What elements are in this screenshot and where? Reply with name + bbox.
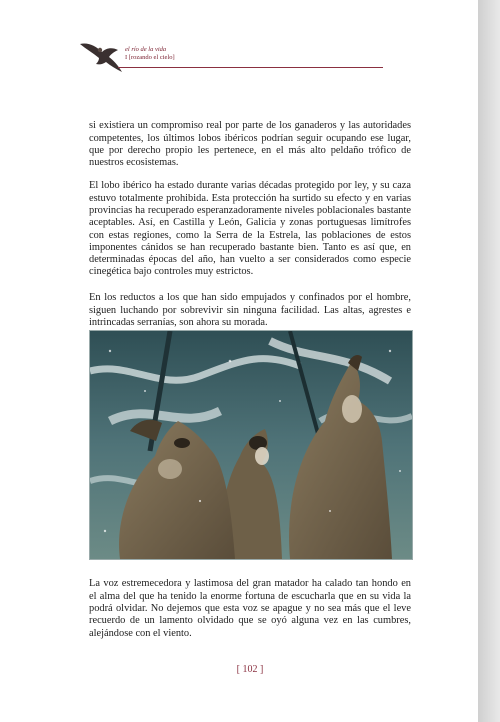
running-header [78, 38, 383, 72]
page-edge-shadow [478, 0, 500, 722]
vulture-silhouette-icon [78, 38, 124, 74]
header-rule [118, 67, 383, 68]
paragraph-2: El lobo ibérico ha estado durante varias décadas protegido por ley, y su caza estuvo totalmente prohibida. Esta protección ha surtido su efecto y en varias provincias ha recuperado esperanzadoramente niveles poblacionales bastante aceptables. Así, en Castilla y León, Galicia y zonas portuguesas limítrofes con estas regiones, como la Serra de la Estrela, las poblaciones de estos imponentes cánidos se han recuperado bastante bien. Tanto es así que, en determinadas épocas del año, han vuelto a ser considerados como especie cinegética bajo controles muy estrictos. [89, 180, 411, 278]
paragraph-4: La voz estremecedora y lastimosa del gran matador ha calado tan hondo en el alma del que ha tenido la enorme fortuna de escucharla que en su vida la podrá olvidar. No dejemos que esta voz se apague y no sea más que el leve recuerdo de un lamento olvidado que se oyó alguna vez en las cumbres, alejándose con el viento. [89, 578, 411, 639]
chapter-line [125, 54, 175, 62]
section-title: el río de la vida [125, 46, 167, 53]
page-number: [ 102 ] [236, 664, 264, 675]
chapter-number: I [125, 54, 128, 61]
paragraph-3: En los reductos a los que han sido empujados y confinados por el hombre, siguen luchando por sobrevivir sin ninguna facilidad. Las altas, agrestes e intrincadas serranías, son ahora su morada. [89, 292, 411, 328]
howling-wolves-photo [89, 330, 413, 560]
wolves-illustration [90, 331, 412, 559]
paragraph-1: si existiera un compromiso real por parte de los ganaderos y las autoridades competentes, los últimos lobos ibéricos podrían seguir ocupando ese lugar, que por derecho propio les pertenece, en el más alto peldaño trófico de nuestros ecosistemas. [89, 120, 411, 169]
header-text [125, 46, 175, 62]
chapter-title: [rozando el cielo] [128, 54, 175, 61]
